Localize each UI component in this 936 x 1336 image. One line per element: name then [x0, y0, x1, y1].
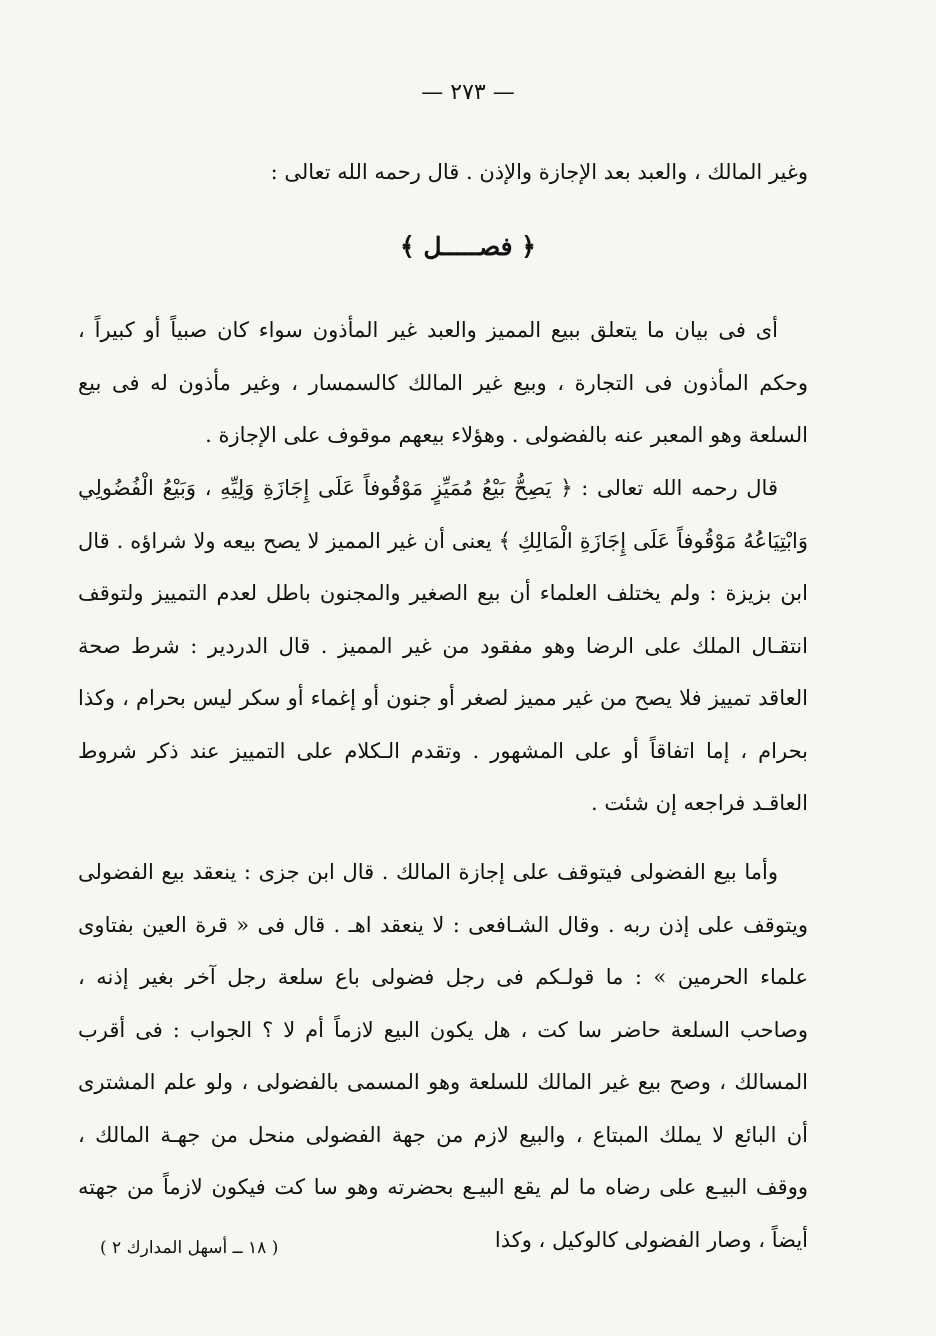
- intro-line: وغير المالك ، والعبد بعد الإجازة والإذن . قال رحمه الله تعالى :: [270, 160, 808, 184]
- paragraph-1: أى فى بيان ما يتعلق ببيع المميز والعبد غير المأذون سواء كان صبياً أو كبيراً ، وحكم المأذون فى التجارة ، وبيع غير المالك كالسمسار ، وغير مأذون له فى بيع السلعة وهو المعبر عنه بالفضولى . وهؤلاء بيعهم موقوف على الإجازة .: [78, 318, 808, 447]
- paragraph-3: وأما بيع الفضولى فيتوقف على إجازة المالك . قال ابن جزى : ينعقد بيع الفضولى ويتوقف على إذن ربه . وقال الشـافعى : لا ينعقد اهـ . قال فى « قرة العين بفتاوى علماء الحرمين » : ما قولـكم فى رجل فضولى باع سلعة رجل آخر بغير إذنه ، وصاحب السلعة حاضر سا كت ، هل يكون البيع لازماً أم لا ؟ الجواب : فى أقرب المسالك ، وصح بيع غير المالك للسلعة وهو المسمى بالفضولى ، ولو علم المشترى أن البائع لا يملك المبتاع ، والبيع لازم من جهة الفضولى منحل من جهـة المالك ، ووقف البيـع على رضاه ما لم يقع البيـع بحضرته وهو سا كت فيكون لازماً من جهته أيضاً ، وصار الفضولى كالوكيل ، وكذا: [78, 860, 808, 1252]
- footer-signature: ( ١٨ ــ أسهل المدارك ٢ ): [100, 1238, 279, 1258]
- section-heading: ﴿ فصـــــل ﴾: [400, 232, 536, 261]
- page-number: — ٢٧٣ —: [421, 80, 515, 105]
- paragraph-2: قال رحمه الله تعالى : ﴿ يَصِحُّ بَيْعُ مُمَيِّزٍ مَوْقُوفاً عَلَى إِجَازَةِ وَلِيِّهِ ، وَبَيْعُ الْفُضُولِي وَابْتِيَاعُهُ مَوْقُوفاً عَلَى إِجَازَةِ الْمَالِكِ ﴾ يعنى أن غير المميز لا يصح بيعه ولا شراؤه . قال ابن بزيزة : ولم يختلف العلماء أن بيع الصغير والمجنون باطل لعدم التمييز ولتوقف انتقـال الملك على الرضا وهو مفقود من غير المميز . قال الدردير : شرط صحة العاقد تمييز فلا يصح من غير مميز لصغر أو جنون أو إغماء أو سكر ليس بحرام ، وكذا بحرام ، إما اتفاقاً أو على المشهور . وتقدم الـكلام على التمييز عند ذكر شروط العاقـد فراجعه إن شئت .: [78, 476, 808, 815]
